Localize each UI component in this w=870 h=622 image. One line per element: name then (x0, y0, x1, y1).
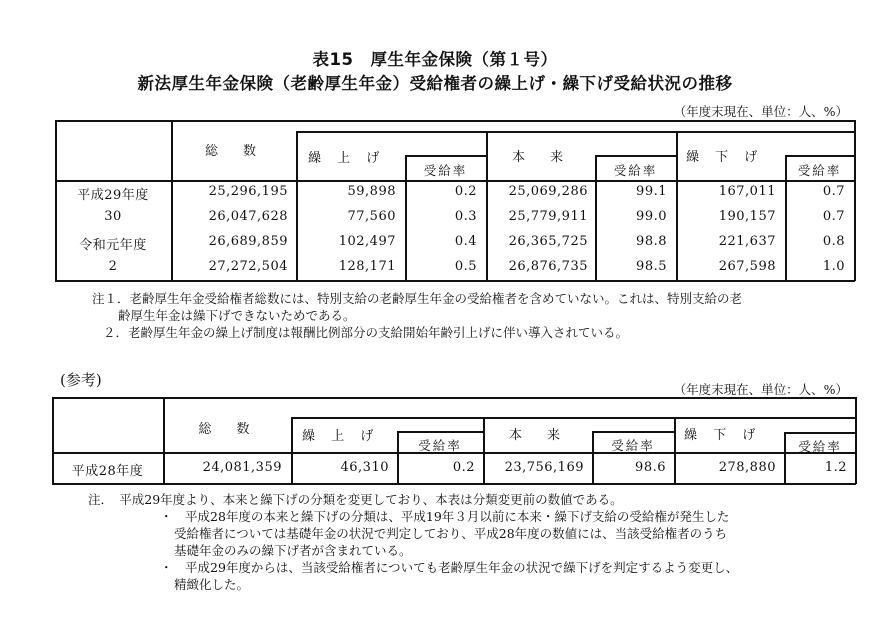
row-standard-rate: 98.8 (636, 234, 667, 249)
ref-note-head: 注． 平成29年度より、本来と繰下げの分類を変更しており、本表は分類変更前の数値である。 (88, 492, 623, 507)
row-deferred-rate: 0.7 (822, 209, 845, 224)
table-title: 表15 厚生年金保険（第１号） (312, 50, 558, 69)
row-early: 77,560 (347, 209, 396, 224)
header-total: 総 数 (204, 144, 262, 159)
row-deferred: 267,598 (718, 259, 776, 274)
ref-note-bullet2-line1: ・ 平成29年度からは、当該受給権者についても老齢厚生年金の状況で繰下げを判定するよう変更し、 (160, 560, 739, 575)
ref-note-bullet1-line3: 基礎年金のみの繰下げ者が含まれている。 (174, 543, 412, 558)
row-total: 26,047,628 (208, 209, 288, 224)
note-1-line2: 齢厚生年金は繰下げできないためである。 (118, 308, 356, 323)
row-year: 30 (104, 209, 122, 224)
header-deferred: 繰 下 げ (686, 150, 764, 165)
header-deferred-rate: 受給率 (797, 163, 842, 178)
row-deferred-rate: 1.2 (824, 460, 847, 475)
ref-header-total: 総 数 (198, 422, 256, 437)
row-early: 59,898 (347, 184, 396, 199)
row-total: 27,272,504 (208, 259, 288, 274)
row-early-rate: 0.3 (454, 209, 477, 224)
row-year: 令和元年度 (79, 238, 147, 253)
row-total: 26,689,859 (208, 234, 288, 249)
ref-note-bullet2-line2: 精緻化した。 (174, 577, 250, 592)
row-year: 2 (108, 259, 118, 274)
table-subtitle: 新法厚生年金保険（老齢厚生年金）受給権者の繰上げ・繰下げ受給状況の推移 (137, 74, 733, 93)
row-standard: 26,876,735 (508, 259, 588, 274)
row-deferred-rate: 1.0 (822, 259, 845, 274)
row-standard: 25,069,286 (508, 184, 588, 199)
row-deferred: 221,637 (718, 234, 776, 249)
row-total: 25,296,195 (208, 184, 288, 199)
row-total: 24,081,359 (202, 460, 282, 475)
header-standard: 本 来 (511, 150, 569, 165)
row-early: 46,310 (340, 460, 389, 475)
row-deferred-rate: 0.7 (822, 184, 845, 199)
row-year: 平成28年度 (71, 464, 144, 479)
ref-header-early-rate: 受給率 (418, 438, 462, 453)
row-standard-rate: 98.5 (636, 259, 667, 274)
row-early-rate: 0.4 (454, 234, 477, 249)
row-standard: 23,756,169 (504, 460, 584, 475)
note-1-line1: 注１．老齢厚生年金受給権者総数には、特別支給の老齢厚生年金の受給権者を含めていない。これは、特別支給の老 (92, 291, 743, 306)
ref-header-deferred: 繰 下 げ (684, 428, 762, 443)
ref-header-deferred-rate: 受給率 (798, 439, 842, 454)
row-deferred: 190,157 (718, 209, 776, 224)
header-early-rate: 受給率 (423, 163, 468, 178)
row-standard-rate: 99.0 (636, 209, 667, 224)
row-early-rate: 0.2 (452, 460, 475, 475)
ref-note-bullet1-line2: 受給権者については基礎年金の状況で判定しており、平成28年度の数値には、当該受給権者のうち (174, 526, 728, 541)
ref-header-standard: 本 来 (508, 428, 566, 443)
row-early-rate: 0.5 (454, 259, 477, 274)
header-early: 繰 上 げ (308, 151, 386, 166)
row-early: 102,497 (338, 234, 396, 249)
row-early-rate: 0.2 (454, 184, 477, 199)
unit-label: （年度末現在、単位：人、%） (673, 104, 848, 119)
reference-label: (参考) (60, 371, 102, 389)
row-standard-rate: 99.1 (636, 184, 667, 199)
ref-header-early: 繰 上 げ (302, 429, 380, 444)
ref-header-standard-rate: 受給率 (611, 438, 655, 453)
reference-unit-label: （年度末現在、単位：人、%） (673, 382, 848, 397)
row-deferred: 278,880 (718, 460, 776, 475)
row-deferred: 167,011 (718, 184, 776, 199)
row-standard: 26,365,725 (508, 234, 588, 249)
note-2: ２．老齢厚生年金の繰上げ制度は報酬比例部分の支給開始年齢引上げに伴い導入されている。 (103, 325, 629, 340)
ref-note-bullet1-line1: ・ 平成28年度の本来と繰下げの分類は、平成19年３月以前に本来・繰下げ支給の受給権が発生した (160, 509, 730, 524)
row-early: 128,171 (338, 259, 396, 274)
row-deferred-rate: 0.8 (822, 234, 845, 249)
header-standard-rate: 受給率 (613, 163, 658, 178)
row-year: 平成29年度 (77, 188, 149, 203)
row-standard-rate: 98.6 (635, 460, 666, 475)
row-standard: 25,779,911 (508, 209, 588, 224)
